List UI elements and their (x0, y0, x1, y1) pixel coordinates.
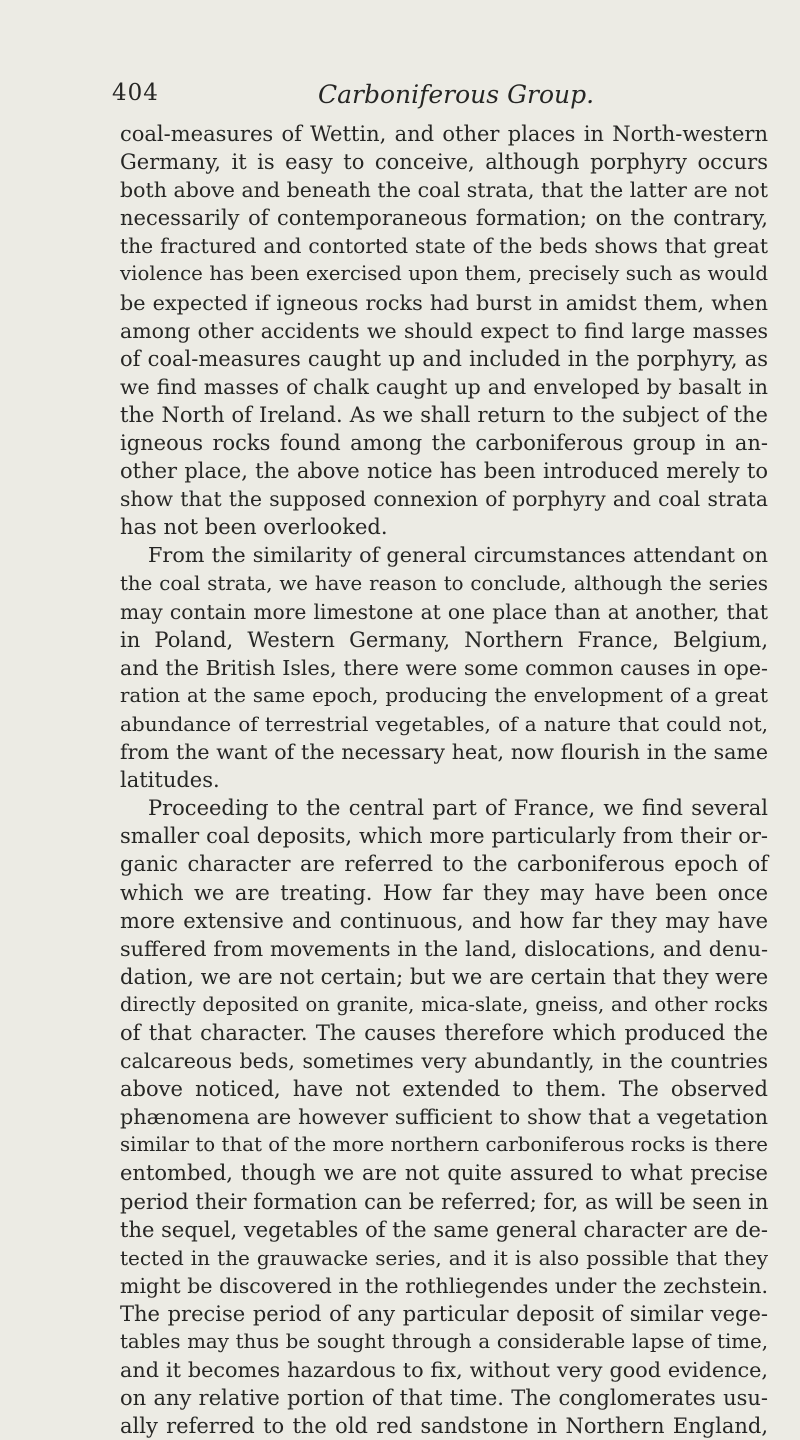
text-line: violence has been exercised upon them, precisely such as would (120, 262, 768, 286)
text-line: suffered from movements in the land, dislocations, and denu- (120, 936, 768, 961)
text-line: on any relative portion of that time. The conglomerates usu- (120, 1386, 768, 1411)
text-line: abundance of terrestrial vegetables, of a nature that could not, (120, 711, 768, 736)
text-line: entombed, though we are not quite assured to what precise (120, 1161, 768, 1186)
text-line: show that the supposed connexion of porphyry and coal strata (120, 487, 768, 512)
text-line: which we are treating. How far they may have been once (120, 880, 768, 905)
text-line: in Poland, Western Germany, Northern France, Belgium, (120, 627, 768, 652)
text-line: the coal strata, we have reason to conclude, although the series (120, 571, 768, 595)
text-line: calcareous beds, sometimes very abundantly, in the countries (120, 1049, 768, 1074)
text-line: and the British Isles, there were some common causes in ope- (120, 655, 768, 680)
text-line: From the similarity of general circumstances attendant on (148, 543, 768, 568)
text-line: and it becomes hazardous to fix, without very good evidence, (120, 1358, 768, 1383)
page-number: 404 (112, 80, 159, 106)
body-text (120, 120, 768, 1440)
text-line: other place, the above notice has been introduced merely to (120, 459, 768, 484)
text-line: tables may thus be sought through a considerable lapse of time, (120, 1330, 768, 1354)
text-line: latitudes. (120, 768, 220, 793)
text-line: the North of Ireland. As we shall return to the subject of the (120, 402, 768, 427)
text-line: the fractured and contorted state of the beds shows that great (120, 234, 768, 259)
text-line: tected in the grauwacke series, and it is also possible that they (120, 1245, 768, 1270)
running-title: Carboniferous Group. (318, 80, 595, 109)
text-line: smaller coal deposits, which more particularly from their or- (120, 824, 768, 849)
text-line: The precise period of any particular deposit of similar vege- (120, 1301, 768, 1326)
text-line: of coal-measures caught up and included in the porphyry, as (120, 346, 768, 371)
text-line: of that character. The causes therefore which produced the (120, 1021, 768, 1045)
text-line: be expected if igneous rocks had burst in amidst them, when (120, 290, 768, 315)
text-line: coal-measures of Wettin, and other places in North-western (120, 122, 768, 146)
text-line: the sequel, vegetables of the same general character are de- (120, 1217, 768, 1242)
text-line: igneous rocks found among the carboniferous group in an- (120, 431, 768, 456)
text-line: ration at the same epoch, producing the envelopment of a great (120, 683, 768, 707)
text-line: above noticed, have not extended to them. The observed (120, 1077, 768, 1102)
text-line: might be discovered in the rothliegendes under the zechstein. (120, 1273, 768, 1298)
text-line: ganic character are referred to the carboniferous epoch of (120, 852, 768, 877)
text-line: both above and beneath the coal strata, that the latter are not (120, 178, 768, 203)
text-line: similar to that of the more northern carboniferous rocks is there (120, 1133, 768, 1157)
text-line: necessarily of contemporaneous formation; on the contrary, (120, 206, 768, 231)
text-line: period their formation can be referred; for, as will be seen in (120, 1189, 769, 1214)
text-line: Proceeding to the central part of France, we find several (148, 796, 768, 821)
text-line: ally referred to the old red sandstone in Northern England, (120, 1414, 768, 1439)
text-line: more extensive and continuous, and how far they may have (120, 908, 768, 933)
text-line: from the want of the necessary heat, now flourish in the same (120, 740, 768, 765)
running-head (112, 80, 760, 112)
text-line: phænomena are however sufficient to show that a vegetation (120, 1105, 768, 1130)
text-line: may contain more limestone at one place than at another, that (120, 599, 768, 624)
text-line: among other accidents we should expect to find large masses (120, 318, 768, 343)
text-line: directly deposited on granite, mica-slate, gneiss, and other rocks (120, 992, 768, 1016)
text-line: dation, we are not certain; but we are certain that they were (120, 964, 769, 989)
text-line: we find masses of chalk caught up and enveloped by basalt in (120, 374, 768, 399)
text-line: has not been overlooked. (120, 515, 388, 540)
text-line: Germany, it is easy to conceive, although porphyry occurs (120, 150, 768, 175)
